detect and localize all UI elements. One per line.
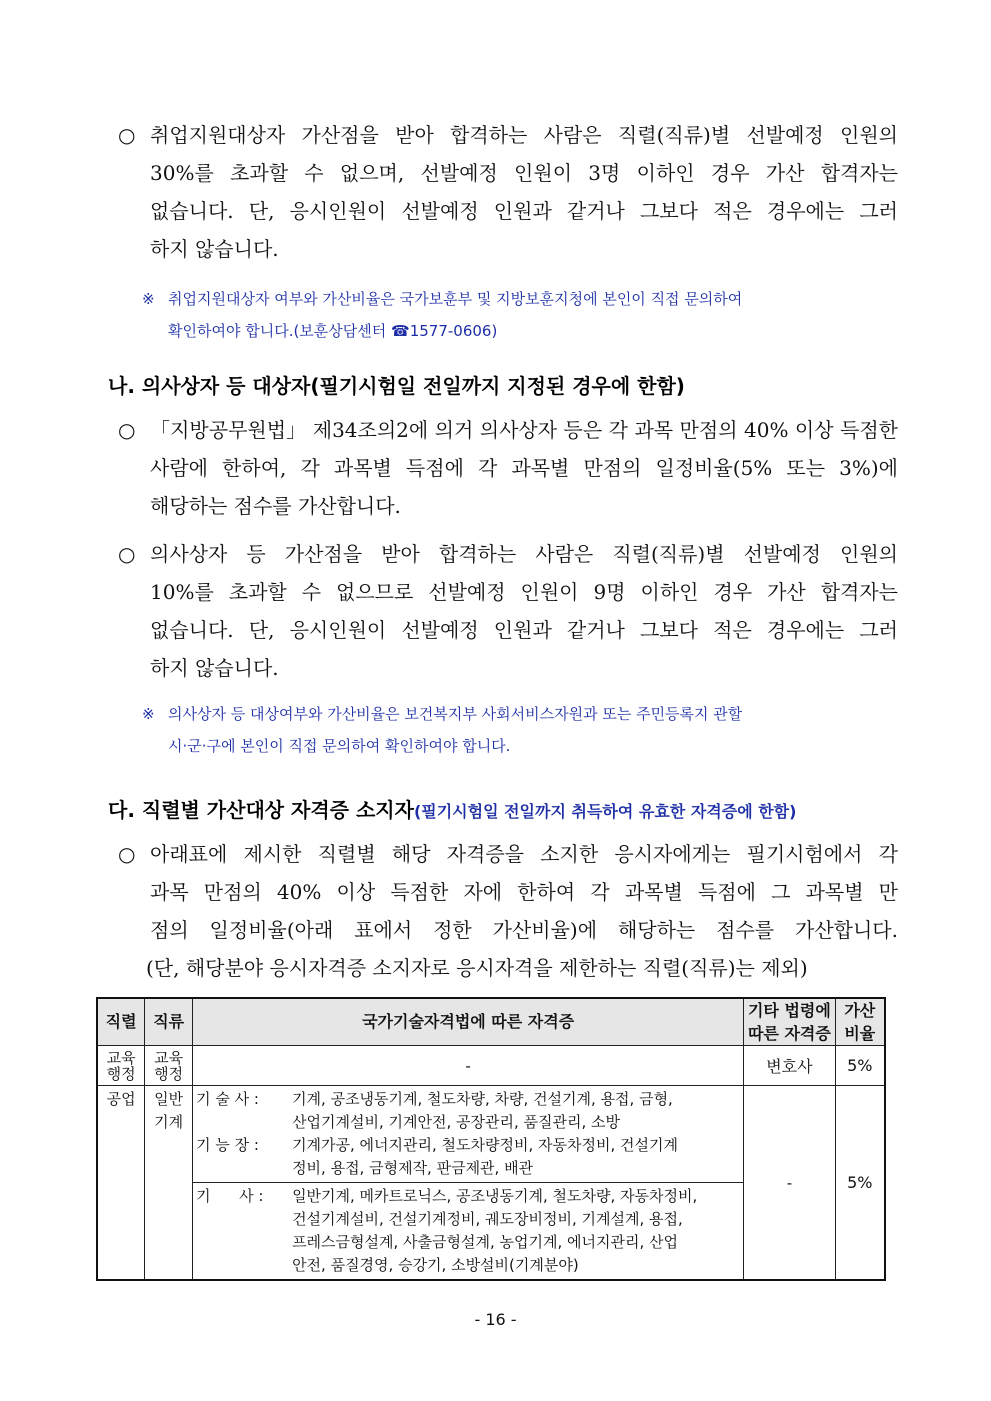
- cell-rate: 5%: [835, 1046, 885, 1086]
- cert-list-line: 일반기계, 메카트로닉스, 공조냉동기계, 철도차량, 자동차정비,: [292, 1187, 698, 1205]
- header-national-cert: 국가기술자격법에 따른 자격증: [193, 998, 744, 1046]
- cell-class: 교육 행정: [145, 1046, 193, 1086]
- header-rate: 가산 비율: [835, 998, 885, 1046]
- text-line: 사람에 한하여, 각 과목별 득점에 각 과목별 만점의 일정비율(5% 또는 3%)에: [150, 456, 898, 480]
- heading-main: 다. 직렬별 가산대상 자격증 소지자: [108, 798, 414, 822]
- reference-mark: ※: [142, 290, 155, 308]
- bullet: ○: [118, 842, 136, 866]
- cell-other: 변호사: [744, 1046, 835, 1086]
- header-class: 직류: [145, 998, 193, 1046]
- bullet: ○: [118, 418, 136, 442]
- heading-sub: (필기시험일 전일까지 취득하여 유효한 자격증에 한함): [413, 802, 797, 821]
- grade-label: 기 술 사 :: [196, 1090, 259, 1108]
- text-line: (단, 해당분야 응시자격증 소지자로 응시자격을 제한하는 직렬(직류)는 제외): [146, 956, 808, 980]
- paragraph-righteous-law: [118, 411, 898, 525]
- cert-list-line: 기계, 공조냉동기계, 철도차량, 차량, 건설기계, 용접, 금형,: [292, 1090, 673, 1108]
- table-header-row: [97, 998, 885, 1046]
- text-line: 없습니다. 단, 응시인원이 선발예정 인원과 같거나 그보다 적은 경우에는 그러: [150, 199, 898, 223]
- text-line: 취업지원대상자 가산점을 받아 합격하는 사람은 직렬(직류)별 선발예정 인원의: [150, 123, 898, 147]
- cert-list-line: 정비, 용접, 금형제작, 판금제관, 배관: [292, 1159, 534, 1177]
- table-row: [97, 1046, 885, 1086]
- cert-list-line: 산업기계설비, 기계안전, 공장관리, 품질관리, 소방: [292, 1113, 621, 1131]
- text-line: 과목 만점의 40% 이상 득점한 자에 한하여 각 과목별 득점에 그 과목별 만: [150, 880, 898, 904]
- cert-list-line: 프레스금형설계, 사출금형설계, 농업기계, 에너지관리, 산업: [292, 1233, 678, 1251]
- reference-mark: ※: [142, 705, 155, 723]
- cell-series: 공업: [97, 1086, 145, 1281]
- header-other-cert: 기타 법령에 따른 자격증: [744, 998, 835, 1046]
- cert-list-line: 안전, 품질경영, 승강기, 소방설비(기계분야): [292, 1256, 579, 1274]
- grade-label: 기 사 :: [196, 1187, 264, 1205]
- note-welfare-inquiry: [142, 698, 898, 762]
- cell-class: 일반 기계: [145, 1086, 193, 1281]
- cell-national: -: [193, 1046, 744, 1086]
- paragraph-righteous-limit: [118, 535, 898, 687]
- text-line: 하지 않습니다.: [150, 237, 279, 261]
- cert-grade-engineer: [196, 1185, 740, 1277]
- cert-grade-engineer-master: [196, 1088, 740, 1134]
- bullet: ○: [118, 542, 136, 566]
- header-series: 직렬: [97, 998, 145, 1046]
- note-line: 의사상자 등 대상여부와 가산비율은 보건복지부 사회서비스자원과 또는 주민등록지 관할: [168, 705, 743, 723]
- text-line: 아래표에 제시한 직렬별 해당 자격증을 소지한 응시자에게는 필기시험에서 각: [150, 842, 898, 866]
- cell-rate: 5%: [835, 1086, 885, 1281]
- text-line: 해당하는 점수를 가산합니다.: [150, 494, 401, 518]
- cell-series: 교육 행정: [97, 1046, 145, 1086]
- text-line: 없습니다. 단, 응시인원이 선발예정 인원과 같거나 그보다 적은 경우에는 그러: [150, 618, 898, 642]
- cert-list-line: 건설기계설비, 건설기계정비, 궤도장비정비, 기계설계, 용접,: [292, 1210, 683, 1228]
- cell-national-group-1: [193, 1086, 744, 1183]
- section-heading-na: 나. 의사상자 등 대상자(필기시험일 전일까지 지정된 경우에 한함): [108, 374, 685, 398]
- table-row: [97, 1086, 885, 1183]
- note-line: 취업지원대상자 여부와 가산비율은 국가보훈부 및 지방보훈지청에 본인이 직접 문의하여: [168, 290, 743, 308]
- text-line: 「지방공무원법」 제34조의2에 의거 의사상자 등은 각 과목 만점의 40% 이상 득점한: [150, 418, 898, 442]
- grade-label: 기 능 장 :: [196, 1136, 259, 1154]
- cert-list-line: 기계가공, 에너지관리, 철도차량정비, 자동차정비, 건설기계: [292, 1136, 678, 1154]
- text-line: 30%를 초과할 수 없으며, 선발예정 인원이 3명 이하인 경우 가산 합격자는: [150, 161, 898, 185]
- text-line: 하지 않습니다.: [150, 656, 279, 680]
- text-line: 10%를 초과할 수 없으므로 선발예정 인원이 9명 이하인 경우 가산 합격자는: [150, 580, 898, 604]
- page-number: - 16 -: [474, 1310, 517, 1329]
- cert-grade-craftsman-master: [196, 1134, 740, 1180]
- note-line: 확인하여야 합니다.(보훈상담센터 ☎1577-0606): [168, 322, 498, 340]
- cell-national-group-2: [193, 1183, 744, 1281]
- paragraph-employment-support: [118, 116, 898, 268]
- bullet: ○: [118, 123, 136, 147]
- section-heading-da: [108, 794, 796, 823]
- text-line: 점의 일정비율(아래 표에서 정한 가산비율)에 해당하는 점수를 가산합니다.: [150, 918, 898, 942]
- note-veterans-inquiry: [142, 283, 898, 347]
- note-line: 시·군·구에 본인이 직접 문의하여 확인하여야 합니다.: [168, 737, 511, 755]
- paragraph-certificate: [118, 835, 898, 987]
- cell-other: -: [744, 1086, 835, 1281]
- certificate-table: [96, 997, 886, 1281]
- text-line: 의사상자 등 가산점을 받아 합격하는 사람은 직렬(직류)별 선발예정 인원의: [150, 542, 898, 566]
